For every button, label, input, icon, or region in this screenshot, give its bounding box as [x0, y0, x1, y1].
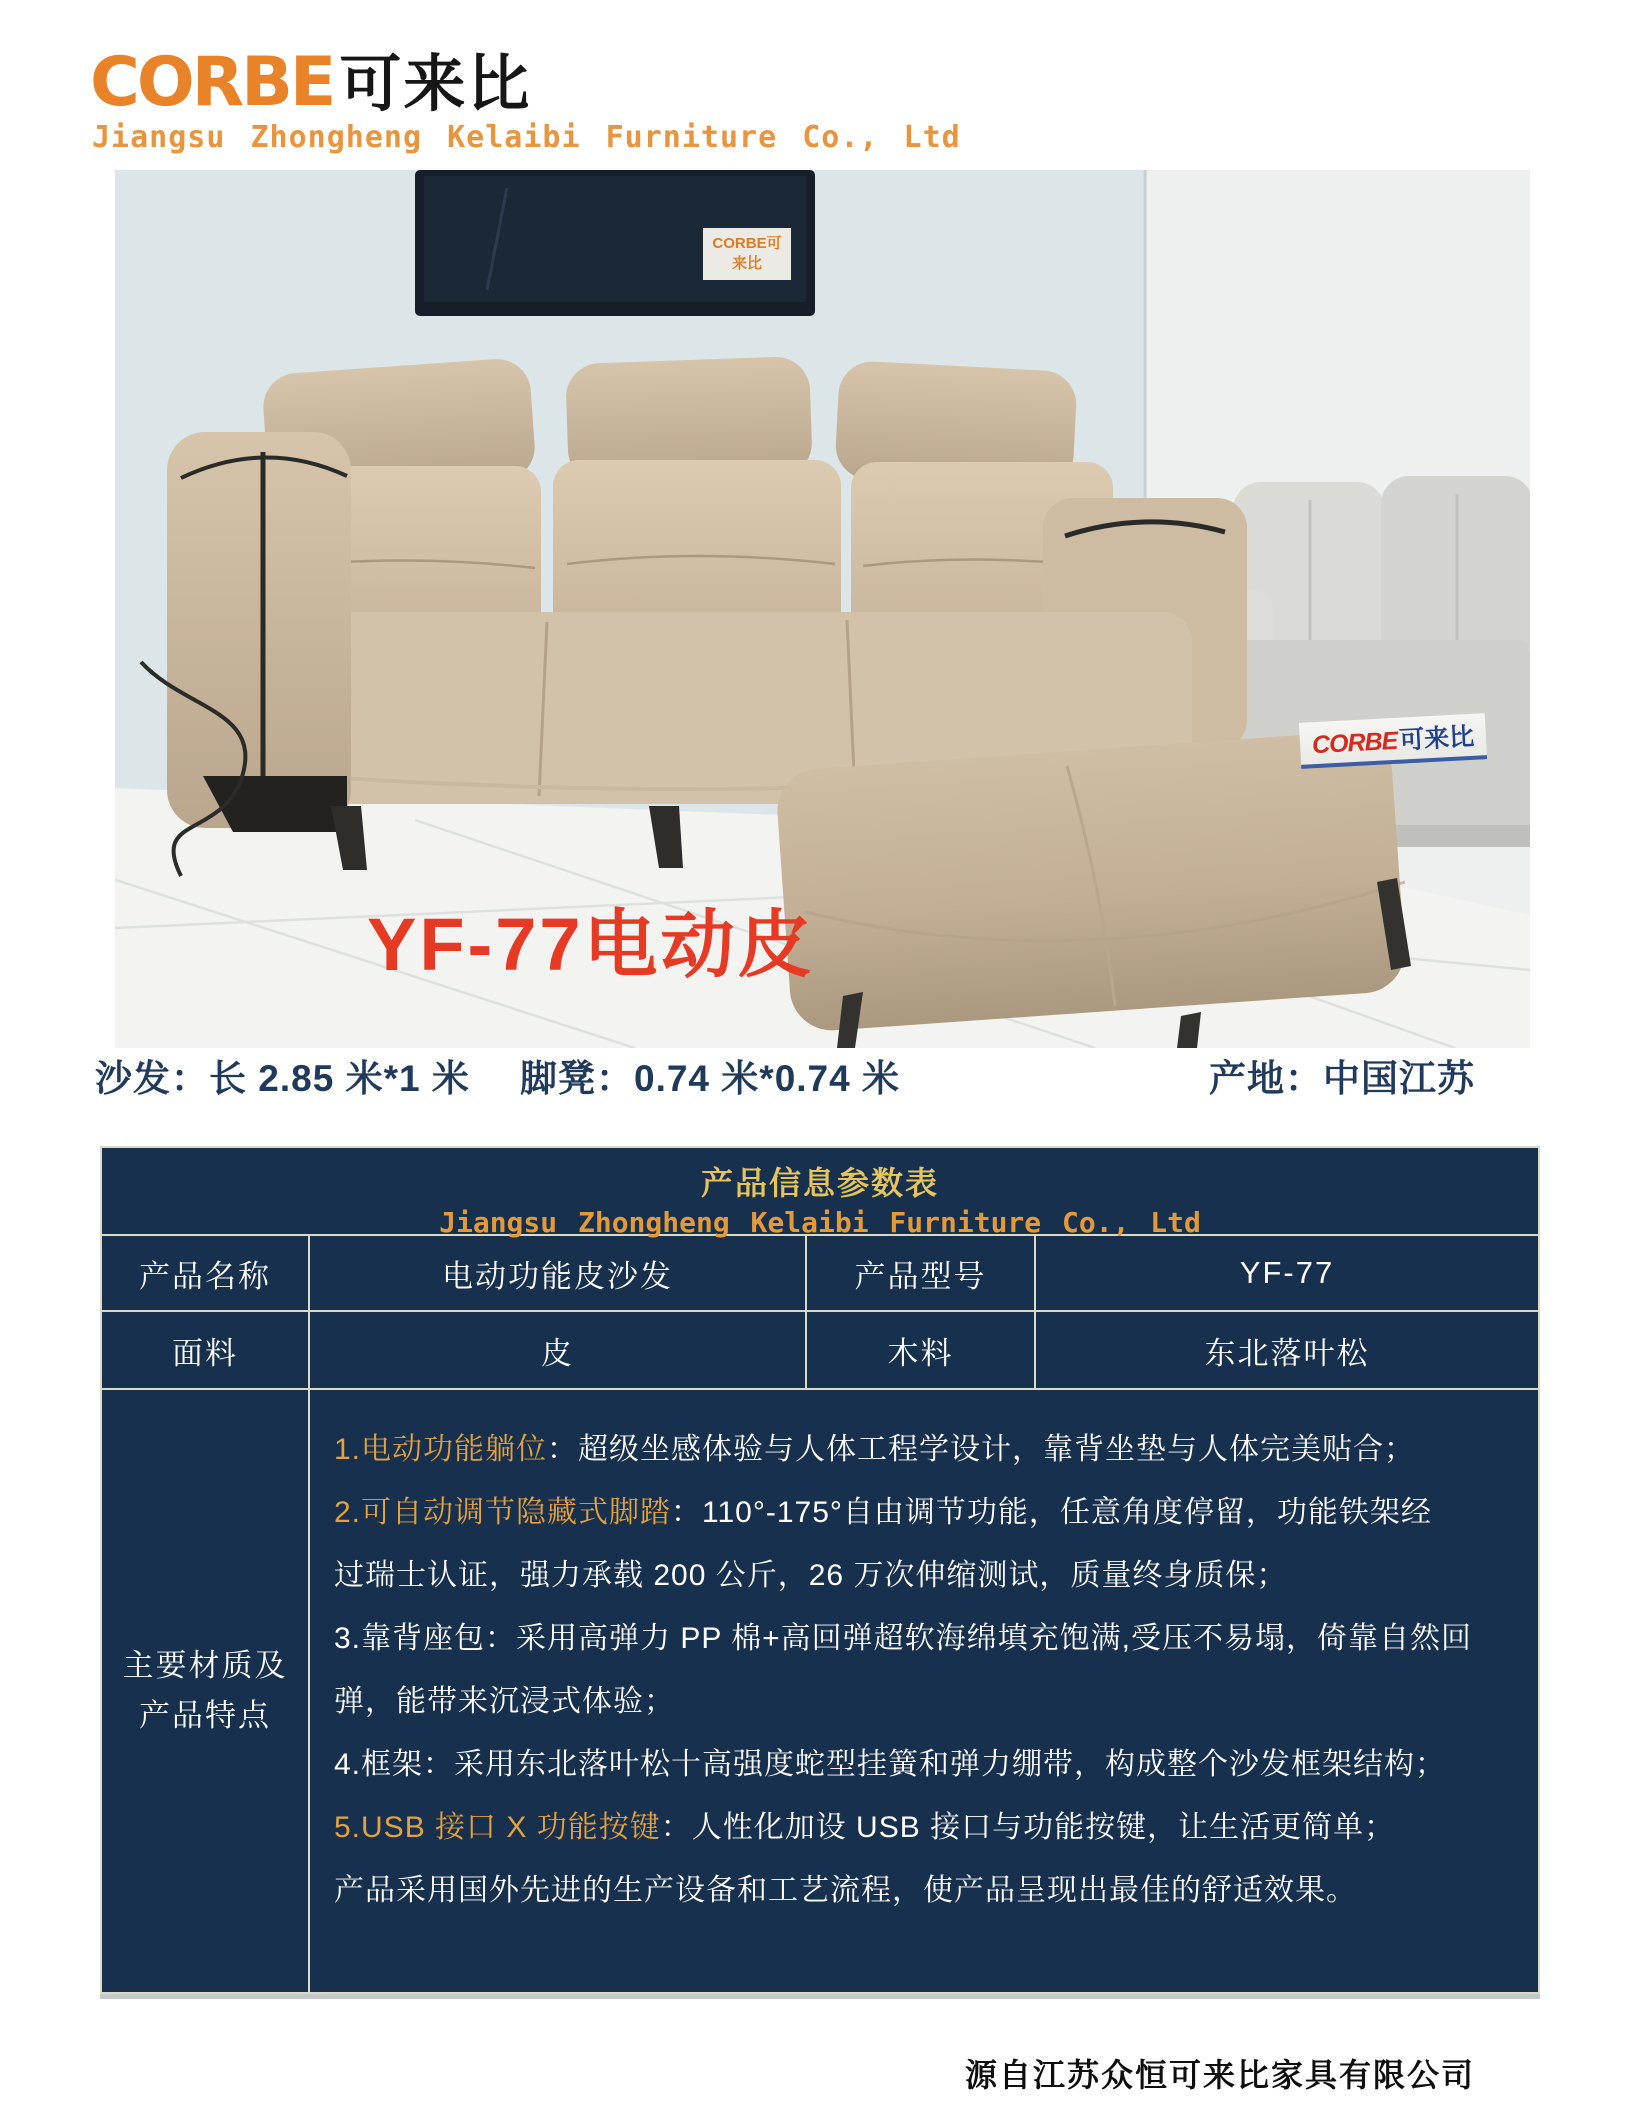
product-name-label: 产品名称 — [139, 1258, 271, 1294]
feature-rest: 过瑞士认证，强力承载 200 公斤，26 万次伸缩测试，质量终身质保； — [334, 1559, 1288, 1592]
features-label-line2: 产品特点 — [139, 1698, 271, 1733]
features-label-line1: 主要材质及 — [122, 1648, 288, 1683]
fabric-label: 面料 — [172, 1335, 238, 1371]
product-name-value: 电动功能皮沙发 — [308, 1236, 805, 1310]
features-row — [102, 1388, 1538, 1992]
feature-rest: 4.框架：采用东北落叶松十高强度蛇型挂簧和弹力绷带，构成整个沙发框架结构； — [334, 1748, 1447, 1781]
grey-sofa-brand-label — [1299, 713, 1487, 769]
grey-sofa-brand-cn: 可来比 — [1398, 722, 1475, 755]
ottoman-dimensions: 脚凳：0.74 米*0.74 米 — [520, 1058, 900, 1099]
wood-label: 木料 — [805, 1312, 1034, 1388]
model-overlay-text: YF-77电动皮 — [367, 903, 815, 986]
wood-value: 东北落叶松 — [1034, 1312, 1538, 1388]
feature-rest: ：超级坐感体验与人体工程学设计，靠背坐垫与人体完美贴合； — [547, 1433, 1416, 1466]
model-label: 产品型号 — [805, 1236, 1034, 1310]
origin-text: 产地：中国江苏 — [1209, 1058, 1475, 1099]
feature-line — [334, 1544, 1520, 1607]
tv-brand-sticker: CORBE可来比 — [703, 228, 791, 280]
feature-line — [334, 1670, 1520, 1733]
product-photo — [115, 170, 1530, 1048]
model-value: YF-77 — [1034, 1236, 1538, 1310]
feature-line — [334, 1859, 1520, 1922]
feature-rest: ：110°-175°自由调节功能，任意角度停留，功能铁架经 — [671, 1496, 1432, 1529]
feature-rest: ：人性化加设 USB 接口与功能按键，让生活更简单； — [660, 1811, 1396, 1844]
feature-highlight: 5.USB 接口 X 功能按键 — [334, 1811, 661, 1844]
features-label — [102, 1390, 308, 1992]
brand-subtitle: Jiangsu Zhongheng Kelaibi Furniture Co., Ltd — [92, 120, 961, 155]
feature-highlight: 2.可自动调节隐藏式脚踏 — [334, 1496, 672, 1529]
feature-rest: 产品采用国外先进的生产设备和工艺流程，使产品呈现出最佳的舒适效果。 — [334, 1874, 1357, 1907]
table-row — [102, 1234, 1538, 1310]
sofa-dimensions: 沙发：长 2.85 米*1 米 — [95, 1058, 470, 1099]
feature-highlight: 1.电动功能躺位 — [334, 1433, 548, 1466]
feature-line — [334, 1796, 1520, 1859]
feature-line — [334, 1607, 1520, 1670]
grey-sofa-brand-en: CORBE — [1311, 726, 1399, 760]
feature-rest: 弹，能带来沉浸式体验； — [334, 1685, 675, 1718]
feature-line — [334, 1418, 1520, 1481]
spec-table-title: 产品信息参数表 — [700, 1165, 939, 1201]
brand-logo-cn: 可来比 — [339, 50, 532, 119]
dimensions-line — [0, 1048, 1632, 1099]
fabric-value: 皮 — [308, 1312, 805, 1388]
spec-table — [100, 1146, 1540, 1994]
spec-table-subtitle: Jiangsu Zhongheng Kelaibi Furniture Co., Ltd — [439, 1206, 1201, 1239]
spec-table-header — [102, 1148, 1538, 1239]
footer-company-text: 源自江苏众恒可来比家具有限公司 — [965, 2057, 1476, 2093]
feature-line — [334, 1481, 1520, 1544]
brand-logo — [90, 34, 531, 123]
table-row — [102, 1310, 1538, 1388]
feature-rest: 3.靠背座包：采用高弹力 PP 棉+高回弹超软海绵填充饱满,受压不易塌，倚靠自然回 — [334, 1622, 1473, 1655]
feature-line — [334, 1733, 1520, 1796]
showroom-scene — [115, 170, 1530, 1048]
brand-logo-en: CORBE — [90, 43, 334, 122]
features-text — [308, 1390, 1538, 1992]
